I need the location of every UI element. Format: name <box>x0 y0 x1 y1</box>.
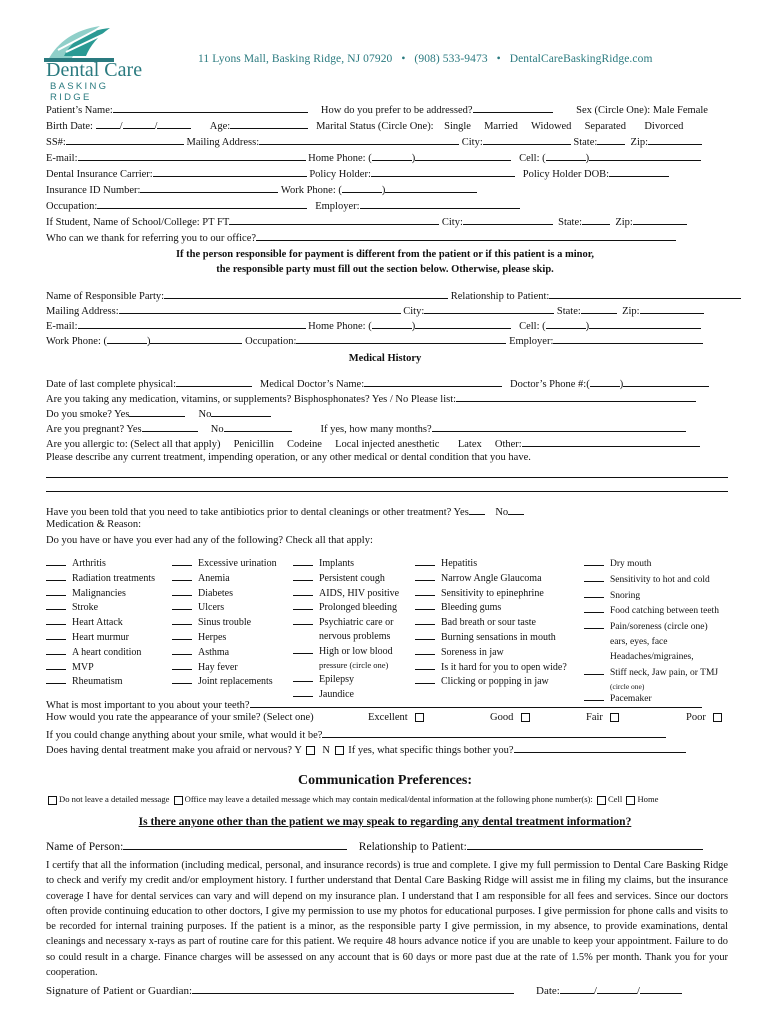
condition-item[interactable]: Sensitivity to epinephrine <box>415 586 567 601</box>
smoke-label: Do you smoke? Yes <box>46 409 130 420</box>
medical-history-title: Medical History <box>348 353 422 364</box>
referral-field[interactable] <box>256 230 676 241</box>
date-month-field[interactable] <box>560 982 594 994</box>
condition-item[interactable]: Implants <box>293 556 399 571</box>
condition-item[interactable]: Asthma <box>172 645 277 660</box>
marital-single[interactable]: Single <box>444 121 471 132</box>
marital-married[interactable]: Married <box>484 121 518 132</box>
responsible-work-row <box>46 333 703 348</box>
doctor-phone-label: Doctor’s Phone #:( <box>510 379 590 390</box>
med-reason-row <box>46 519 141 531</box>
logo-wordmark: Dental Care <box>46 59 143 81</box>
allergy-local-anesthetic[interactable]: Local injected anesthetic <box>335 439 440 450</box>
website-link[interactable]: DentalCareBaskingRidge.com <box>509 53 653 65</box>
condition-item[interactable]: Persistent cough <box>293 571 399 586</box>
responsible-mailing-label: Mailing Address: <box>46 306 119 317</box>
date-year-field[interactable] <box>640 982 682 994</box>
policy-holder-field[interactable] <box>371 166 515 177</box>
responsible-notice-line1: If the person responsible for payment is different from the patient or if this patient is a minor, <box>175 249 595 260</box>
birth-month-field[interactable] <box>96 118 120 129</box>
paren: ) <box>411 153 416 164</box>
doctor-name-field[interactable] <box>364 376 502 387</box>
last-physical-field[interactable] <box>176 376 252 387</box>
allergy-penicillin[interactable]: Penicillin <box>233 439 274 450</box>
condition-item[interactable]: Malignancies <box>46 586 155 601</box>
condition-item[interactable]: Pain/soreness (circle one) <box>584 619 719 635</box>
responsible-work-phone-label: Work Phone: ( <box>46 336 107 347</box>
condition-item[interactable]: Arthritis <box>46 556 155 571</box>
home-phone-label: Home Phone: ( <box>308 153 372 164</box>
smoke-yes-field[interactable] <box>129 406 185 417</box>
condition-item-cont: nervous problems <box>319 630 391 642</box>
pregnant-label: Are you pregnant? Yes <box>46 424 142 435</box>
smoke-row <box>46 406 271 421</box>
responsible-name-row <box>46 288 741 303</box>
change-label: If you could change anything about your smile, what would it be? <box>46 730 323 741</box>
months-field[interactable] <box>432 421 686 432</box>
condition-item[interactable]: Is it hard for you to open wide? <box>415 660 567 675</box>
afraid-no-label: N <box>322 745 330 756</box>
responsible-work-area-field[interactable] <box>107 333 147 344</box>
detailed-message-checkbox-icon[interactable] <box>174 796 183 805</box>
date-day-field[interactable] <box>597 982 637 994</box>
school-field[interactable] <box>229 214 439 225</box>
ss-row <box>46 134 702 149</box>
detailed-message-label: Office may leave a detailed message which may contain medical/dental information at the following phone number(s): <box>184 794 593 804</box>
home-area-field[interactable] <box>372 150 412 161</box>
antibiotics-yes-field[interactable] <box>469 504 485 515</box>
student-state-label: State: <box>558 217 583 228</box>
mailing-field[interactable] <box>259 134 459 145</box>
paren: ) <box>146 336 151 347</box>
cell-label: Cell: ( <box>519 153 546 164</box>
responsible-occupation-label: Occupation: <box>245 336 297 347</box>
age-field[interactable] <box>230 118 308 129</box>
cell-option-label: Cell <box>607 794 623 804</box>
work-phone-field[interactable] <box>385 182 477 193</box>
paren: ) <box>619 379 624 390</box>
condition-item[interactable]: Joint replacements <box>172 674 277 689</box>
responsible-mailing-row <box>46 303 704 318</box>
email-row <box>46 150 701 165</box>
student-city-label: City: <box>441 217 463 228</box>
condition-item-cont: (circle one) <box>610 682 645 692</box>
other-person-row <box>46 838 703 853</box>
slash: / <box>593 985 597 997</box>
patient-name-row <box>46 102 708 117</box>
meds-field[interactable] <box>456 391 696 402</box>
bother-field[interactable] <box>514 742 686 753</box>
condition-item[interactable]: Snoring <box>584 588 719 604</box>
person-label: Name of Person: <box>46 841 124 853</box>
other-person-heading: Is there anyone other than the patient we may speak to regarding any dental treatment information? <box>138 816 632 828</box>
condition-item-cont: ears, eyes, face <box>610 636 668 647</box>
responsible-mailing-field[interactable] <box>119 303 401 314</box>
condition-item[interactable]: Heart Attack <box>46 615 155 630</box>
responsible-email-field[interactable] <box>78 318 306 329</box>
rate-good[interactable]: Good <box>490 712 532 724</box>
condition-item-cont: pressure (circle one) <box>319 659 389 670</box>
zip-field[interactable] <box>648 134 702 145</box>
paren: ) <box>381 185 386 196</box>
responsible-cell-label: Cell: ( <box>519 321 546 332</box>
condition-item[interactable]: Herpes <box>172 630 277 645</box>
bullet: • <box>496 53 501 65</box>
ss-field[interactable] <box>66 134 184 145</box>
condition-item[interactable]: Soreness in jaw <box>415 645 567 660</box>
policy-dob-field[interactable] <box>609 166 669 177</box>
condition-item[interactable]: Stiff neck, Jaw pain, or TMJ <box>584 665 719 681</box>
sex-label: Sex (Circle One): Male Female <box>576 105 708 116</box>
work-area-field[interactable] <box>342 182 382 193</box>
allergy-row <box>46 436 700 451</box>
responsible-notice-line2: the responsible party must fill out the section below. Otherwise, please skip. <box>216 264 554 275</box>
important-row <box>46 697 702 712</box>
policy-holder-label: Policy Holder: <box>309 169 371 180</box>
insurance-carrier-label: Dental Insurance Carrier: <box>46 169 153 180</box>
person-relationship-label: Relationship to Patient: <box>358 841 467 853</box>
allergy-codeine[interactable]: Codeine <box>286 439 322 450</box>
address: 11 Lyons Mall, Basking Ridge, NJ 07920 <box>198 53 393 65</box>
change-field[interactable] <box>322 727 666 738</box>
state-label: State: <box>573 137 598 148</box>
checkbox-icon <box>610 713 619 722</box>
afraid-yes-checkbox-icon[interactable] <box>306 746 315 755</box>
responsible-zip-field[interactable] <box>640 303 704 314</box>
insurance-id-row <box>46 182 477 197</box>
condition-item[interactable]: A heart condition <box>46 645 155 660</box>
person-field[interactable] <box>123 838 347 850</box>
check-label: Do you have or have you ever had any of the following? Check all that apply: <box>46 535 373 546</box>
referral-label: Who can we thank for referring you to our office? <box>46 233 257 244</box>
important-field[interactable] <box>250 697 702 708</box>
ss-label: SS#: <box>46 137 66 148</box>
condition-item[interactable]: High or low blood <box>293 644 399 659</box>
rate-excellent[interactable]: Excellent <box>368 712 426 724</box>
condition-item[interactable]: Rheumatism <box>46 674 155 689</box>
date-label: Date: <box>536 985 560 997</box>
doctor-phone-field[interactable] <box>623 376 709 387</box>
bother-label: If yes, what specific things bother you? <box>348 745 514 756</box>
allergy-other-field[interactable] <box>522 436 700 447</box>
work-phone-label: Work Phone: ( <box>280 185 342 196</box>
header-contact <box>198 53 653 65</box>
describe-line-1[interactable] <box>46 477 728 478</box>
responsible-cell-area-field[interactable] <box>546 318 586 329</box>
meds-row <box>46 391 696 406</box>
logo-swoosh-icon <box>44 22 114 64</box>
antibiotics-no-label: No <box>495 507 509 518</box>
afraid-label: Does having dental treatment make you afraid or nervous? Y <box>46 745 302 756</box>
home-phone-field[interactable] <box>415 150 511 161</box>
responsible-email-row <box>46 318 701 333</box>
email-field[interactable] <box>78 150 306 161</box>
employer-field[interactable] <box>360 198 520 209</box>
mailing-label: Mailing Address: <box>186 137 260 148</box>
condition-item[interactable]: Narrow Angle Glaucoma <box>415 571 567 586</box>
condition-item[interactable]: Clicking or popping in jaw <box>415 674 567 689</box>
insurance-id-label: Insurance ID Number: <box>46 185 141 196</box>
responsible-email-label: E-mail: <box>46 321 78 332</box>
employer-label: Employer: <box>315 201 360 212</box>
marital-separated[interactable]: Separated <box>584 121 626 132</box>
describe-label: Please describe any current treatment, impending operation, or any other medical or dental condition that you have. <box>46 452 531 463</box>
paren: ) <box>411 321 416 332</box>
pregnant-no-label: No <box>210 424 224 435</box>
responsible-state-field[interactable] <box>581 303 617 314</box>
describe-line-2[interactable] <box>46 491 728 492</box>
responsible-work-phone-field[interactable] <box>150 333 242 344</box>
condition-item[interactable]: Excessive urination <box>172 556 277 571</box>
paren: ) <box>585 153 590 164</box>
slash: / <box>154 121 158 132</box>
rate-label: How would you rate the appearance of your smile? (Select one) <box>46 712 314 723</box>
cell-area-field[interactable] <box>546 150 586 161</box>
antibiotics-no-field[interactable] <box>508 504 524 515</box>
checkbox-icon <box>521 713 530 722</box>
conditions-col-1 <box>46 556 155 689</box>
student-zip-label: Zip: <box>615 217 633 228</box>
smoke-no-label: No <box>198 409 212 420</box>
marital-widowed[interactable]: Widowed <box>531 121 572 132</box>
patient-name-label: Patient’s Name: <box>46 105 113 116</box>
condition-item[interactable]: Heart murmur <box>46 630 155 645</box>
conditions-col-2 <box>172 556 277 689</box>
birth-day-field[interactable] <box>123 118 155 129</box>
condition-item[interactable]: Anemia <box>172 571 277 586</box>
smoke-no-field[interactable] <box>211 406 271 417</box>
signature-row <box>46 982 682 997</box>
addressed-label: How do you prefer to be addressed? <box>320 105 473 116</box>
communication-title: Communication Preferences: <box>297 773 473 788</box>
afraid-no-checkbox-icon[interactable] <box>335 746 344 755</box>
phone: (908) 533-9473 <box>414 53 488 65</box>
person-relationship-field[interactable] <box>467 838 703 850</box>
afraid-row <box>46 742 686 757</box>
condition-item[interactable]: Psychiatric care or <box>293 615 399 630</box>
responsible-employer-label: Employer: <box>509 336 554 347</box>
pregnant-no-field[interactable] <box>224 421 292 432</box>
rate-fair[interactable]: Fair <box>586 712 621 724</box>
home-option-label: Home <box>637 794 659 804</box>
student-label: If Student, Name of School/College: PT FT <box>46 217 230 228</box>
occupation-field[interactable] <box>97 198 307 209</box>
responsible-home-area-field[interactable] <box>372 318 412 329</box>
city-field[interactable] <box>483 134 571 145</box>
pregnant-yes-field[interactable] <box>142 421 198 432</box>
doctor-name-label: Medical Doctor’s Name: <box>259 379 365 390</box>
logo-subtitle: BASKING RIDGE <box>50 81 109 103</box>
referral-row <box>46 230 676 245</box>
birth-label: Birth Date: <box>46 121 93 132</box>
allergy-label: Are you allergic to: (Select all that apply) <box>46 439 221 450</box>
allergy-latex[interactable]: Latex <box>457 439 482 450</box>
responsible-home-phone-label: Home Phone: ( <box>308 321 372 332</box>
condition-item[interactable]: Bleeding gums <box>415 600 567 615</box>
condition-item[interactable]: Radiation treatments <box>46 571 155 586</box>
condition-item[interactable]: Hay fever <box>172 660 277 675</box>
condition-item[interactable]: Pacemaker <box>584 691 719 707</box>
age-label: Age: <box>209 121 231 132</box>
responsible-zip-label: Zip: <box>622 306 640 317</box>
condition-item[interactable]: Diabetes <box>172 586 277 601</box>
patient-name-field[interactable] <box>113 102 308 113</box>
marital-label: Marital Status (Circle One): <box>316 121 434 132</box>
rate-row <box>46 712 706 724</box>
months-label: If yes, how many months? <box>320 424 432 435</box>
last-physical-label: Date of last complete physical: <box>46 379 177 390</box>
email-label: E-mail: <box>46 153 78 164</box>
condition-item[interactable]: MVP <box>46 660 155 675</box>
bullet: • <box>401 53 406 65</box>
insurance-carrier-field[interactable] <box>153 166 307 177</box>
responsible-relationship-field[interactable] <box>549 288 741 299</box>
conditions-col-5 <box>584 556 719 707</box>
home-checkbox-icon[interactable] <box>626 796 635 805</box>
condition-item[interactable]: Jaundice <box>293 687 399 702</box>
condition-item[interactable]: Bad breath or sour taste <box>415 615 567 630</box>
condition-item[interactable]: Stroke <box>46 600 155 615</box>
condition-item[interactable]: Food catching between teeth <box>584 603 719 619</box>
slash: / <box>636 985 640 997</box>
condition-item[interactable]: Hepatitis <box>415 556 567 571</box>
policy-dob-label: Policy Holder DOB: <box>522 169 610 180</box>
antibiotics-row <box>46 504 524 519</box>
condition-item[interactable]: Ulcers <box>172 600 277 615</box>
no-message-checkbox-icon[interactable] <box>48 796 57 805</box>
condition-item[interactable]: Dry mouth <box>584 556 719 572</box>
state-field[interactable] <box>597 134 625 145</box>
city-label: City: <box>461 137 483 148</box>
logo <box>44 22 154 103</box>
student-city-field[interactable] <box>463 214 553 225</box>
communication-options <box>46 793 658 805</box>
condition-item[interactable]: Sensitivity to hot and cold <box>584 572 719 588</box>
meds-label: Are you taking any medication, vitamins, or supplements? Bisphosphonates? Yes / No Please list: <box>46 394 457 405</box>
responsible-name-label: Name of Responsible Party: <box>46 291 165 302</box>
important-label: What is most important to you about your teeth? <box>46 700 250 711</box>
conditions-col-4 <box>415 556 567 689</box>
checkbox-icon <box>713 713 722 722</box>
condition-item[interactable]: Burning sensations in mouth <box>415 630 567 645</box>
insurance-row <box>46 166 669 181</box>
cell-field[interactable] <box>589 150 701 161</box>
student-zip-field[interactable] <box>633 214 687 225</box>
pregnant-row <box>46 421 686 436</box>
signature-field[interactable] <box>192 982 514 994</box>
insurance-id-field[interactable] <box>140 182 278 193</box>
responsible-occupation-field[interactable] <box>296 333 506 344</box>
cell-checkbox-icon[interactable] <box>597 796 606 805</box>
slash: / <box>119 121 123 132</box>
addressed-field[interactable] <box>473 102 553 113</box>
med-reason-label: Medication & Reason: <box>46 519 142 530</box>
doctor-area-field[interactable] <box>590 376 620 387</box>
no-message-label: Do not leave a detailed message <box>59 794 170 804</box>
responsible-city-label: City: <box>403 306 425 317</box>
condition-item[interactable]: Headaches/migraines, <box>610 651 694 662</box>
occupation-row <box>46 198 520 213</box>
consent-paragraph: I certify that all the information (including medical, personal, and insurance records) is true and complete. I give my full permission to Dental Care Basking Ridge to check and verify my credit and/or employment history. I further understand that Dental Care Basking Ridge will assist me in filing my claims, but the insurance coverage I have for dental services can vary and will depend on my insurance plan. I understand that I am responsible for all fees and services. Since our doctors often provide continuing education to other doctors, I give my permission to use my photos for educational purposes. I give permission for phone calls and visits to be recorded for internal training purposes. If the patient is a minor, as the responsible party I give permission, in my absence, to provide examinations, dental cleanings and necessary x-rays as part of routine care for this patient. We require 48 hours advance notice if you are unable to keep your appointment. Failure to do so could result in a charge. Finance charges will be assessed on any account that is 60 days or more past due at the rate of 1.5% per month. Thank you for your cooperation. <box>46 860 728 979</box>
responsible-name-field[interactable] <box>164 288 448 299</box>
change-row <box>46 727 666 742</box>
paren: ) <box>585 321 590 332</box>
allergy-other-label: Other: <box>494 439 522 450</box>
responsible-cell-field[interactable] <box>589 318 701 329</box>
birth-row <box>46 118 683 133</box>
condition-item[interactable]: AIDS, HIV positive <box>293 586 399 601</box>
responsible-employer-field[interactable] <box>553 333 703 344</box>
signature-label: Signature of Patient or Guardian: <box>46 985 193 997</box>
responsible-relationship-label: Relationship to Patient: <box>450 291 550 302</box>
responsible-state-label: State: <box>556 306 581 317</box>
responsible-city-field[interactable] <box>424 303 554 314</box>
antibiotics-label: Have you been told that you need to take antibiotics prior to dental cleanings or other treatment? Yes <box>46 507 469 518</box>
student-state-field[interactable] <box>582 214 610 225</box>
student-row <box>46 214 687 229</box>
conditions-col-3 <box>293 556 399 702</box>
condition-item[interactable]: Sinus trouble <box>172 615 277 630</box>
responsible-home-phone-field[interactable] <box>415 318 511 329</box>
checkbox-icon <box>415 713 424 722</box>
condition-item[interactable]: Prolonged bleeding <box>293 600 399 615</box>
marital-divorced[interactable]: Divorced <box>644 121 684 132</box>
zip-label: Zip: <box>630 137 649 148</box>
occupation-label: Occupation: <box>46 201 98 212</box>
rate-poor[interactable]: Poor <box>686 712 724 724</box>
birth-year-field[interactable] <box>157 118 191 129</box>
condition-item[interactable]: Epilepsy <box>293 672 399 687</box>
physical-row <box>46 376 709 391</box>
